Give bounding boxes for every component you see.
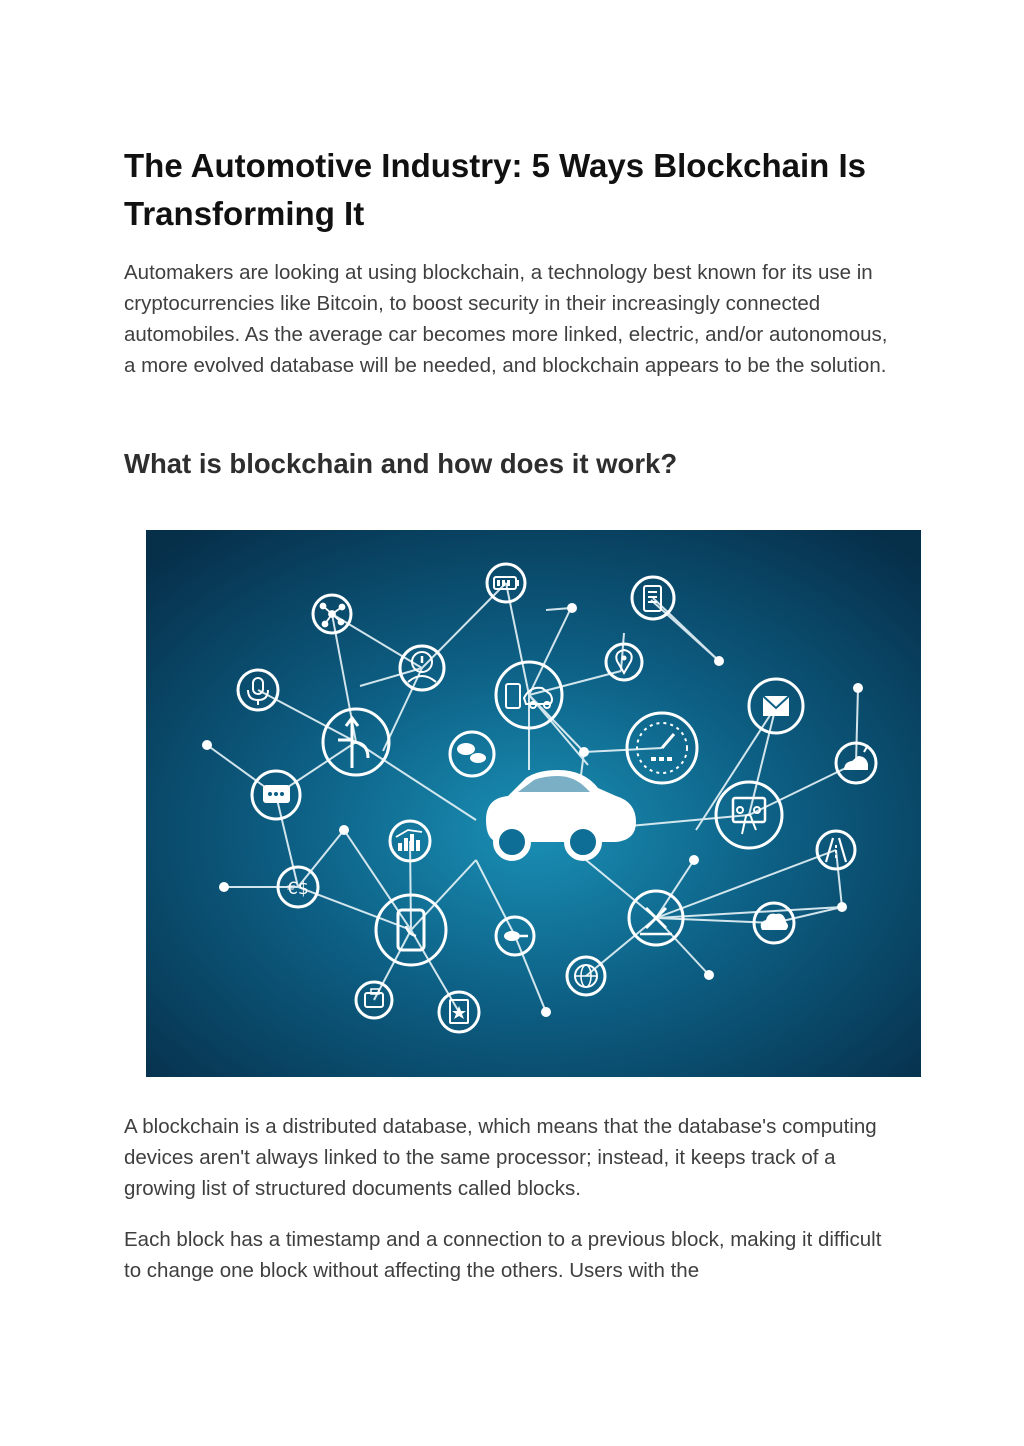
article-title: The Automotive Industry: 5 Ways Blockchain Is Transforming It: [124, 147, 867, 232]
svg-text:€$: €$: [287, 879, 309, 899]
body-paragraph: A blockchain is a distributed database, which means that the database's computing devices aren't always linked to the same processor; instead, it keeps track of a growing list of structured documents called blocks.: [124, 1115, 877, 1200]
section-heading: What is blockchain and how does it work?: [124, 448, 678, 479]
intro-paragraph: Automakers are looking at using blockchain, a technology best known for its use in cryptocurrencies like Bitcoin, to boost security in their increasingly connected automobiles. As the average car becomes more linked, electric, and/or autonomous, a more evolved database will be needed, and blockchain appears to be the solution.: [124, 261, 888, 377]
body-paragraph: Each block has a timestamp and a connection to a previous block, making it difficult to change one block without affecting the others. Users with the: [124, 1228, 882, 1282]
connected-car-illustration: [146, 530, 921, 1077]
